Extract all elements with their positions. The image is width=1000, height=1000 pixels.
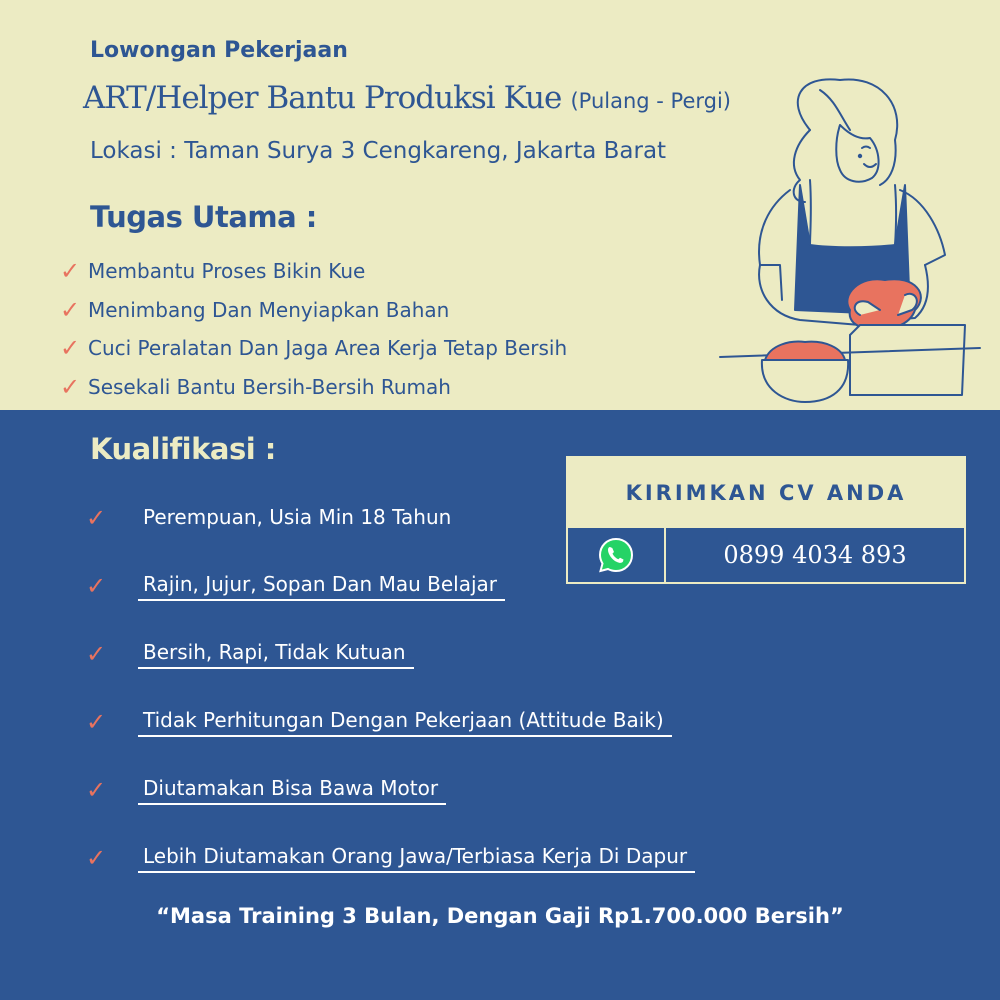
kualifikasi-heading: Kualifikasi : [90, 432, 276, 466]
check-icon: ✓ [86, 504, 107, 532]
kualifikasi-item-label: Perempuan, Usia Min 18 Tahun [143, 504, 452, 529]
tugas-item [60, 291, 567, 330]
check-icon: ✓ [86, 844, 107, 872]
tugas-item [60, 252, 567, 291]
tugas-list [60, 252, 567, 406]
job-title [83, 80, 731, 116]
check-icon: ✓ [86, 776, 107, 804]
job-title-suffix: (Pulang - Pergi) [570, 89, 731, 113]
cv-heading-bar [568, 458, 964, 528]
job-title-main: ART/Helper Bantu Produksi Kue [83, 80, 562, 116]
check-icon: ✓ [86, 572, 107, 600]
check-icon: ✓ [86, 640, 107, 668]
check-icon: ✓ [60, 334, 81, 363]
tugas-item [60, 329, 567, 368]
tugas-item [60, 368, 567, 407]
cv-heading: KIRIMKAN CV ANDA [625, 481, 907, 505]
kualifikasi-item [86, 620, 695, 688]
kualifikasi-item-label: Bersih, Rapi, Tidak Kutuan [138, 640, 414, 669]
kualifikasi-item [86, 756, 695, 824]
whatsapp-icon[interactable] [568, 528, 666, 582]
tugas-item-label: Cuci Peralatan Dan Jaga Area Kerja Tetap Bersih [88, 336, 568, 361]
kualifikasi-item-label: Rajin, Jujur, Sopan Dan Mau Belajar [138, 572, 505, 601]
check-icon: ✓ [60, 372, 81, 401]
job-location: Lokasi : Taman Surya 3 Cengkareng, Jakarta Barat [90, 138, 667, 164]
cv-contact-box [566, 456, 966, 584]
tugas-item-label: Membantu Proses Bikin Kue [88, 259, 366, 284]
check-icon: ✓ [86, 708, 107, 736]
kualifikasi-item-label: Lebih Diutamakan Orang Jawa/Terbiasa Kerja Di Dapur [138, 844, 695, 873]
whatsapp-glyph-icon [597, 536, 635, 574]
baker-illustration-icon [700, 70, 990, 410]
kualifikasi-item [86, 824, 695, 892]
kualifikasi-item-label: Tidak Perhitungan Dengan Pekerjaan (Attitude Baik) [138, 708, 672, 737]
poster-kicker: Lowongan Pekerjaan [90, 38, 348, 63]
tugas-item-label: Sesekali Bantu Bersih-Bersih Rumah [88, 374, 451, 399]
phone-number[interactable]: 0899 4034 893 [723, 541, 907, 569]
kualifikasi-item-label: Diutamakan Bisa Bawa Motor [138, 776, 446, 805]
check-icon: ✓ [60, 295, 81, 324]
check-icon: ✓ [60, 257, 81, 286]
salary-quote: “Masa Training 3 Bulan, Dengan Gaji Rp1.700.000 Bersih” [156, 904, 844, 928]
cv-contact-row [568, 528, 964, 582]
kualifikasi-item [86, 688, 695, 756]
tugas-heading: Tugas Utama : [90, 200, 317, 234]
tugas-item-label: Menimbang Dan Menyiapkan Bahan [88, 297, 450, 322]
